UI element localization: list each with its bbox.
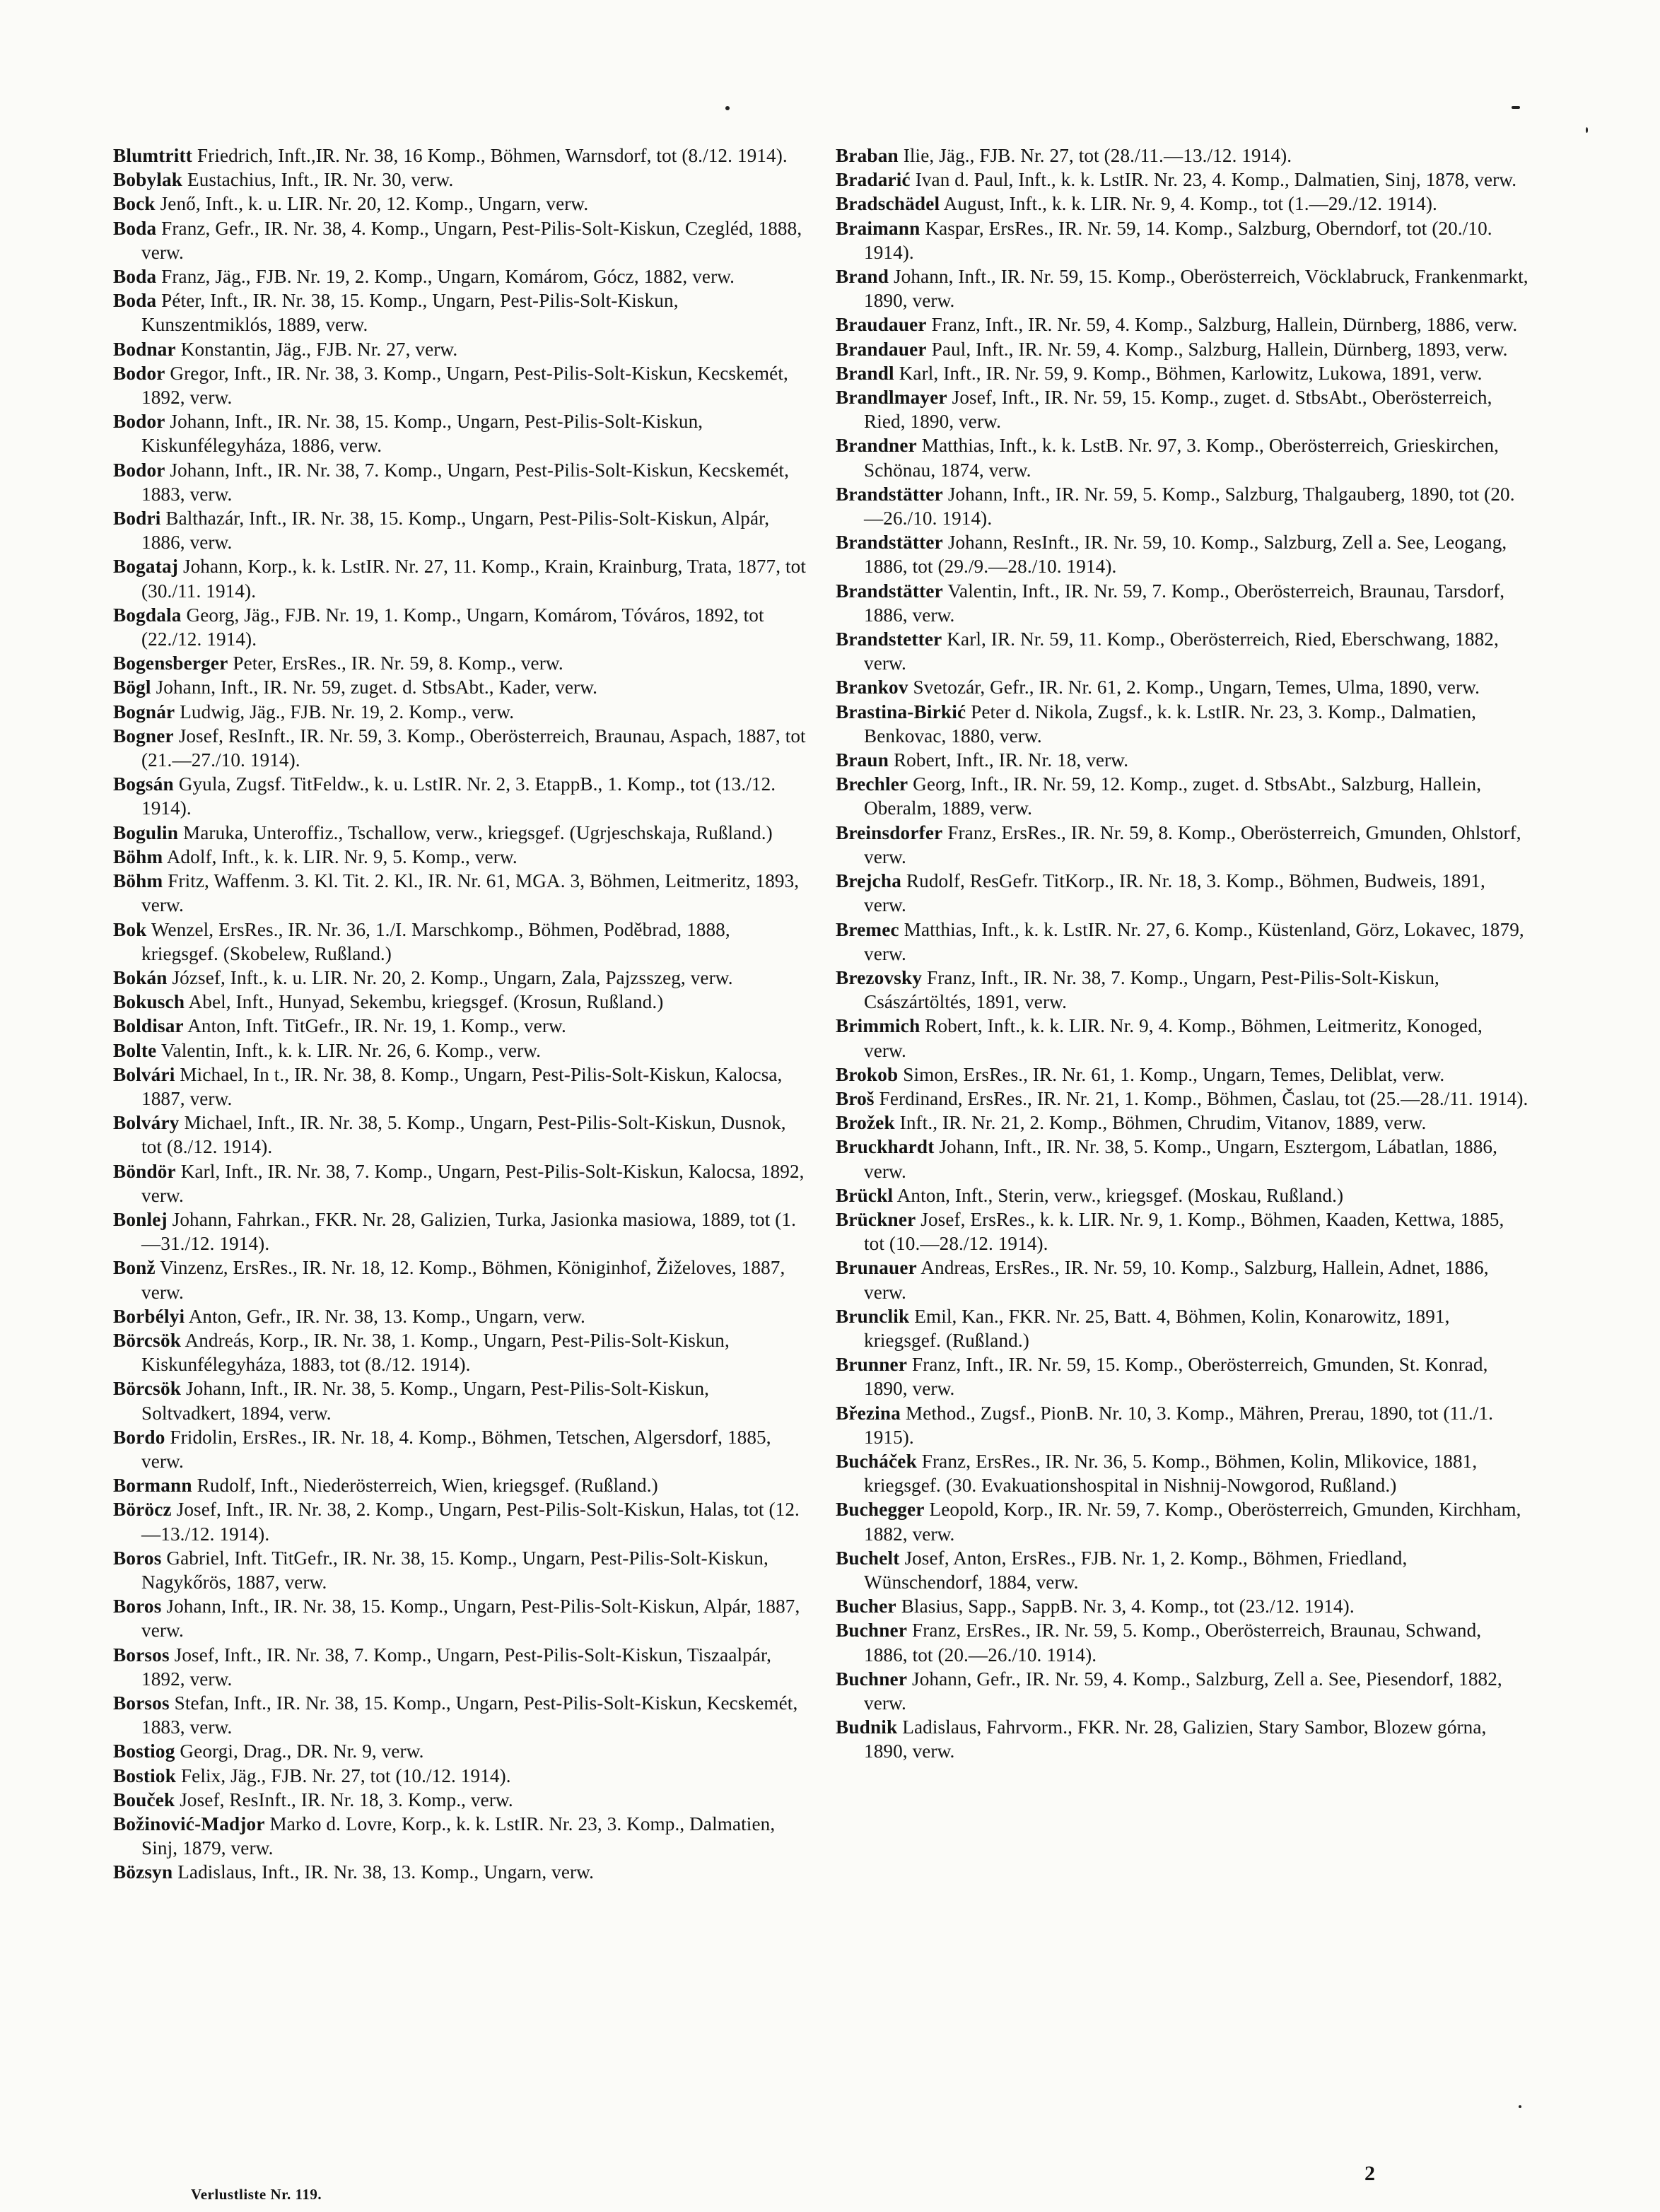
list-entry	[836, 627, 1529, 675]
entry-details: Jenő, Inft., k. u. LIR. Nr. 20, 12. Komp., Ungarn, verw.	[160, 193, 589, 215]
list-entry	[113, 458, 806, 506]
entry-details: Svetozár, Gefr., IR. Nr. 61, 2. Komp., Ungarn, Temes, Ulma, 1890, verw.	[913, 677, 1480, 698]
entry-details: Rudolf, Inft., Niederösterreich, Wien, kriegsgef. (Rußland.)	[197, 1475, 658, 1497]
entry-surname: Brückl	[836, 1184, 894, 1206]
entry-surname: Braun	[836, 749, 889, 771]
entry-surname: Bodnar	[113, 338, 176, 360]
entry-details: Wenzel, ErsRes., IR. Nr. 36, 1./I. Marschkomp., Böhmen, Poděbrad, 1888, kriegsgef. (Skobelew, Rußland.)	[141, 918, 730, 964]
list-entry	[836, 1087, 1529, 1111]
entry-details: Michael, In t., IR. Nr. 38, 8. Komp., Ungarn, Pest-Pilis-Solt-Kiskun, Kalocsa, 1887, verw.	[141, 1063, 783, 1109]
entry-surname: Braban	[836, 145, 899, 166]
list-entry	[836, 1304, 1529, 1352]
list-entry	[113, 1764, 806, 1788]
entry-surname: Bormann	[113, 1475, 192, 1497]
entry-details: Johann, Inft., IR. Nr. 59, 15. Komp., Oberösterreich, Vöcklabruck, Frankenmarkt, 1890, verw.	[864, 266, 1529, 312]
entry-surname: Borsos	[113, 1692, 170, 1714]
list-entry	[836, 216, 1529, 264]
entry-details: Josef, Inft., IR. Nr. 38, 2. Komp., Ungarn, Pest-Pilis-Solt-Kiskun, Halas, tot (12.—13./12. 1914).	[141, 1499, 800, 1545]
entry-surname: Buchner	[836, 1668, 908, 1690]
list-entry	[113, 1473, 806, 1497]
list-entry	[836, 918, 1529, 966]
list-entry	[836, 312, 1529, 337]
list-entry	[113, 192, 806, 216]
entry-details: Franz, ErsRes., IR. Nr. 59, 8. Komp., Oberösterreich, Gmunden, Ohlstorf, verw.	[864, 821, 1521, 867]
entry-details: Franz, ErsRes., IR. Nr. 36, 5. Komp., Böhmen, Kolin, Mlikovice, 1881, kriegsgef. (30. Evakuationshospital in Nishnij-Nowgorod, Rußland.)	[864, 1450, 1478, 1497]
entry-surname: Brimmich	[836, 1015, 920, 1037]
entry-surname: Böndör	[113, 1160, 176, 1182]
entry-details: Gregor, Inft., IR. Nr. 38, 3. Komp., Ungarn, Pest-Pilis-Solt-Kiskun, Kecskemét, 1892, verw.	[141, 362, 788, 409]
list-entry	[836, 385, 1529, 433]
list-entry	[113, 1376, 806, 1424]
entry-details: Johann, Fahrkan., FKR. Nr. 28, Galizien, Turka, Jasionka masiowa, 1889, tot (1.—31./12. 1914).	[141, 1208, 796, 1255]
entry-surname: Bostiok	[113, 1765, 177, 1786]
entry-details: Ivan d. Paul, Inft., k. k. LstIR. Nr. 23, 4. Komp., Dalmatien, Sinj, 1878, verw.	[915, 169, 1517, 191]
entry-surname: Brunclik	[836, 1305, 910, 1327]
list-entry	[113, 1207, 806, 1256]
entry-details: Peter, ErsRes., IR. Nr. 59, 8. Komp., verw.	[233, 653, 563, 674]
list-entry	[113, 264, 806, 288]
entry-details: Blasius, Sapp., SappB. Nr. 3, 4. Komp., tot (23./12. 1914).	[901, 1596, 1355, 1617]
entry-surname: Bogensberger	[113, 653, 228, 674]
entry-details: Gabriel, Inft. TitGefr., IR. Nr. 38, 15. Komp., Ungarn, Pest-Pilis-Solt-Kiskun, Nagykőrös, 1887, verw.	[141, 1547, 768, 1593]
entry-surname: Brožek	[836, 1112, 895, 1134]
entry-details: Anton, Inft., Sterin, verw., kriegsgef. (Moskau, Rußland.)	[896, 1184, 1344, 1206]
entry-details: Ilie, Jäg., FJB. Nr. 27, tot (28./11.—13./12. 1914).	[903, 145, 1292, 166]
list-entry	[113, 168, 806, 192]
entry-surname: Bonlej	[113, 1208, 168, 1230]
list-entry	[113, 1812, 806, 1860]
entry-details: Method., Zugsf., PionB. Nr. 10, 3. Komp., Mähren, Prerau, 1890, tot (11./1. 1915).	[864, 1402, 1494, 1448]
list-entry	[836, 530, 1529, 578]
list-entry	[113, 1739, 806, 1763]
list-entry	[113, 1038, 806, 1063]
entry-surname: Božinović-Madjor	[113, 1813, 265, 1835]
list-entry	[113, 1063, 806, 1111]
entry-surname: Brandstetter	[836, 628, 942, 650]
list-entry	[836, 700, 1529, 748]
list-entry	[113, 1328, 806, 1376]
list-entry	[113, 506, 806, 554]
list-entry	[836, 966, 1529, 1014]
list-entry	[836, 1135, 1529, 1183]
list-entry	[113, 361, 806, 409]
list-entry	[836, 772, 1529, 820]
entry-details: Kaspar, ErsRes., IR. Nr. 59, 14. Komp., Salzburg, Oberndorf, tot (20./10. 1914).	[864, 217, 1492, 263]
entry-details: Franz, Jäg., FJB. Nr. 19, 2. Komp., Ungarn, Komárom, Gócz, 1882, verw.	[161, 266, 735, 288]
entry-details: Franz, Inft., IR. Nr. 38, 7. Komp., Ungarn, Pest-Pilis-Solt-Kiskun, Császártöltés, 1891, verw.	[864, 966, 1439, 1013]
entry-details: Matthias, Inft., k. k. LstB. Nr. 97, 3. Komp., Oberösterreich, Grieskirchen, Schönau, 1874, verw.	[864, 435, 1500, 481]
entry-surname: Bözsyn	[113, 1861, 173, 1883]
entry-surname: Buchegger	[836, 1499, 925, 1521]
entry-details: Michael, Inft., IR. Nr. 38, 5. Komp., Ungarn, Pest-Pilis-Solt-Kiskun, Dusnok, tot (8./12. 1914).	[141, 1112, 786, 1158]
entry-surname: Bremec	[836, 918, 899, 940]
entry-surname: Bodor	[113, 362, 165, 384]
entry-surname: Bobylak	[113, 169, 183, 191]
list-entry	[836, 1594, 1529, 1618]
list-entry	[113, 288, 806, 337]
footer-list-number: Verlustliste Nr. 119.	[191, 2186, 322, 2203]
entry-surname: Brechler	[836, 773, 908, 795]
list-entry	[113, 1014, 806, 1038]
list-entry	[113, 1111, 806, 1159]
list-entry	[836, 1497, 1529, 1545]
list-entry	[836, 168, 1529, 192]
entry-details: Eustachius, Inft., IR. Nr. 30, verw.	[187, 169, 454, 191]
entry-surname: Bodri	[113, 508, 161, 529]
list-entry	[113, 1643, 806, 1691]
entry-details: August, Inft., k. k. LIR. Nr. 9, 4. Komp., tot (1.—29./12. 1914).	[943, 193, 1437, 215]
entry-surname: Brandstätter	[836, 580, 943, 602]
entry-details: Ladislaus, Fahrvorm., FKR. Nr. 28, Galizien, Stary Sambor, Blozew górna, 1890, verw.	[864, 1716, 1487, 1762]
list-entry	[836, 1014, 1529, 1062]
entry-surname: Boros	[113, 1596, 162, 1617]
entry-details: Johann, Inft., IR. Nr. 38, 7. Komp., Ungarn, Pest-Pilis-Solt-Kiskun, Kecskemét, 1883, verw.	[141, 459, 789, 505]
entry-surname: Bokusch	[113, 991, 185, 1013]
entry-surname: Brandner	[836, 435, 917, 457]
entry-surname: Bognár	[113, 701, 175, 722]
ink-speck	[1512, 106, 1520, 109]
list-entry	[113, 1788, 806, 1812]
list-entry	[113, 1159, 806, 1207]
list-entry	[836, 433, 1529, 481]
entry-details: Abel, Inft., Hunyad, Sekembu, kriegsgef. (Krosun, Rußland.)	[188, 991, 664, 1013]
entry-details: Johann, Gefr., IR. Nr. 59, 4. Komp., Salzburg, Zell a. See, Piesendorf, 1882, verw.	[864, 1668, 1502, 1714]
list-entry	[836, 1111, 1529, 1135]
entry-details: Johann, Inft., IR. Nr. 38, 5. Komp., Ungarn, Esztergom, Lábatlan, 1886, verw.	[864, 1136, 1497, 1182]
entry-surname: Bouček	[113, 1789, 175, 1810]
list-entry	[836, 361, 1529, 385]
entry-details: Simon, ErsRes., IR. Nr. 61, 1. Komp., Ungarn, Temes, Deliblat, verw.	[903, 1063, 1445, 1085]
list-entry	[836, 1401, 1529, 1449]
entry-surname: Brastina-Birkić	[836, 701, 966, 722]
list-entry	[836, 1667, 1529, 1715]
list-entry	[113, 1256, 806, 1304]
list-entry	[113, 554, 806, 602]
entry-details: Rudolf, ResGefr. TitKorp., IR. Nr. 18, 3. Komp., Böhmen, Budweis, 1891, verw.	[864, 870, 1485, 916]
entry-surname: Bogulin	[113, 821, 179, 843]
entry-surname: Brezovsky	[836, 966, 923, 988]
entry-surname: Březina	[836, 1402, 901, 1424]
entry-surname: Blumtritt	[113, 145, 193, 166]
entry-surname: Borbélyi	[113, 1305, 185, 1327]
list-entry	[113, 821, 806, 845]
list-entry	[113, 216, 806, 264]
entry-surname: Bogsán	[113, 773, 174, 795]
entry-surname: Brandauer	[836, 338, 927, 360]
list-entry	[113, 918, 806, 966]
entry-surname: Brandl	[836, 362, 894, 384]
left-column	[113, 144, 806, 1885]
list-entry	[113, 409, 806, 457]
list-entry	[836, 748, 1529, 772]
entry-surname: Bolváry	[113, 1112, 180, 1134]
list-entry	[113, 869, 806, 917]
ink-speck	[725, 106, 730, 110]
entry-surname: Bucher	[836, 1596, 896, 1617]
list-entry	[113, 1425, 806, 1473]
entry-surname: Boda	[113, 290, 157, 312]
entry-surname: Böhm	[113, 845, 163, 867]
entry-surname: Budnik	[836, 1716, 898, 1738]
entry-surname: Brunauer	[836, 1257, 917, 1279]
entry-surname: Buchelt	[836, 1547, 900, 1569]
list-entry	[836, 1063, 1529, 1087]
list-entry	[836, 264, 1529, 312]
entry-details: Robert, Inft., IR. Nr. 18, verw.	[893, 749, 1129, 771]
list-entry	[836, 144, 1529, 168]
entry-surname: Borsos	[113, 1644, 170, 1666]
entry-details: Balthazár, Inft., IR. Nr. 38, 15. Komp., Ungarn, Pest-Pilis-Solt-Kiskun, Alpár, 1886, verw.	[141, 508, 770, 554]
entry-details: Johann, ResInft., IR. Nr. 59, 10. Komp., Salzburg, Zell a. See, Leogang, 1886, tot (29./9.—28./10. 1914).	[864, 532, 1507, 578]
entry-details: Johann, Inft., IR. Nr. 38, 15. Komp., Ungarn, Pest-Pilis-Solt-Kiskun, Alpár, 1887, verw.	[141, 1596, 800, 1642]
entry-surname: Bogner	[113, 725, 174, 747]
entry-details: Josef, ResInft., IR. Nr. 59, 3. Komp., Oberösterreich, Braunau, Aspach, 1887, tot (21.—27./10. 1914).	[141, 725, 806, 771]
entry-details: Anton, Inft. TitGefr., IR. Nr. 19, 1. Komp., verw.	[187, 1015, 566, 1037]
entry-surname: Börcsök	[113, 1378, 182, 1400]
entry-details: Franz, Inft., IR. Nr. 59, 15. Komp., Oberösterreich, Gmunden, St. Konrad, 1890, verw.	[864, 1354, 1488, 1400]
entry-details: Paul, Inft., IR. Nr. 59, 4. Komp., Salzburg, Hallein, Dürnberg, 1893, verw.	[931, 338, 1508, 360]
list-entry	[113, 700, 806, 724]
entry-details: Josef, Inft., IR. Nr. 59, 15. Komp., zuget. d. StbsAbt., Oberösterreich, Ried, 1890, verw.	[864, 387, 1492, 433]
entry-details: Johann, Inft., IR. Nr. 38, 5. Komp., Ungarn, Pest-Pilis-Solt-Kiskun, Soltvadkert, 1894, verw.	[141, 1378, 710, 1424]
entry-details: Franz, ErsRes., IR. Nr. 59, 5. Komp., Oberösterreich, Braunau, Schwand, 1886, tot (20.—26./10. 1914).	[864, 1620, 1482, 1666]
entry-surname: Bucháček	[836, 1450, 917, 1472]
entry-details: Andreas, ErsRes., IR. Nr. 59, 10. Komp., Salzburg, Hallein, Adnet, 1886, verw.	[864, 1257, 1489, 1303]
list-entry	[836, 337, 1529, 361]
entry-details: Johann, Korp., k. k. LstIR. Nr. 27, 11. Komp., Krain, Krainburg, Trata, 1877, tot (30./11. 1914).	[141, 556, 807, 602]
entry-details: Gyula, Zugsf. TitFeldw., k. u. LstIR. Nr. 2, 3. EtappB., 1. Komp., tot (13./12. 1914).	[141, 773, 776, 819]
entry-surname: Braudauer	[836, 314, 927, 336]
list-entry	[113, 1594, 806, 1642]
entry-surname: Bradarić	[836, 169, 911, 191]
ink-speck	[1586, 127, 1588, 133]
entry-details: Karl, IR. Nr. 59, 11. Komp., Oberösterreich, Ried, Eberschwang, 1882, verw.	[864, 628, 1499, 674]
entry-surname: Bodor	[113, 459, 165, 481]
entry-surname: Bostiog	[113, 1740, 175, 1762]
entry-details: Anton, Gefr., IR. Nr. 38, 13. Komp., Ungarn, verw.	[188, 1305, 585, 1327]
entry-surname: Bodor	[113, 411, 165, 433]
entry-details: Franz, Inft., IR. Nr. 59, 4. Komp., Salzburg, Hallein, Dürnberg, 1886, verw.	[931, 314, 1518, 336]
entry-details: Ludwig, Jäg., FJB. Nr. 19, 2. Komp., verw.	[180, 701, 515, 722]
list-entry	[113, 845, 806, 869]
list-entry	[113, 772, 806, 820]
entry-surname: Bogataj	[113, 556, 179, 578]
entry-surname: Bradschädel	[836, 193, 940, 215]
entry-surname: Brokob	[836, 1063, 899, 1085]
entry-surname: Buchner	[836, 1620, 908, 1642]
entry-details: Konstantin, Jäg., FJB. Nr. 27, verw.	[180, 338, 458, 360]
list-entry	[836, 675, 1529, 699]
entry-details: Emil, Kan., FKR. Nr. 25, Batt. 4, Böhmen, Kolin, Konarowitz, 1891, kriegsgef. (Rußland.)	[864, 1305, 1450, 1351]
list-entry	[836, 821, 1529, 869]
entry-details: Adolf, Inft., k. k. LIR. Nr. 9, 5. Komp., verw.	[166, 845, 518, 867]
list-entry	[836, 482, 1529, 530]
entry-details: József, Inft., k. u. LIR. Nr. 20, 2. Komp., Ungarn, Zala, Pajzsszeg, verw.	[172, 966, 733, 988]
entry-details: Josef, ResInft., IR. Nr. 18, 3. Komp., verw.	[180, 1789, 513, 1810]
entry-details: Georg, Inft., IR. Nr. 59, 12. Komp., zuget. d. StbsAbt., Salzburg, Hallein, Oberalm, 1889, verw.	[864, 773, 1482, 819]
list-entry	[113, 1546, 806, 1594]
entry-details: Karl, Inft., IR. Nr. 38, 7. Komp., Ungarn, Pest-Pilis-Solt-Kiskun, Kalocsa, 1892, verw.	[141, 1160, 805, 1206]
entry-details: Johann, Inft., IR. Nr. 59, zuget. d. StbsAbt., Kader, verw.	[156, 677, 598, 698]
entry-details: Friedrich, Inft.,IR. Nr. 38, 16 Komp., Böhmen, Warnsdorf, tot (8./12. 1914).	[197, 145, 788, 166]
entry-details: Ferdinand, ErsRes., IR. Nr. 21, 1. Komp., Böhmen, Časlau, tot (25.—28./11. 1914).	[879, 1087, 1529, 1109]
entry-surname: Boda	[113, 266, 157, 288]
entry-surname: Bruckhardt	[836, 1136, 935, 1158]
entry-surname: Boros	[113, 1547, 162, 1569]
list-entry	[113, 144, 806, 168]
entry-details: Vinzenz, ErsRes., IR. Nr. 18, 12. Komp., Böhmen, Königinhof, Žiželoves, 1887, verw.	[141, 1257, 785, 1303]
entry-details: Maruka, Unteroffiz., Tschallow, verw., kriegsgef. (Ugrjeschskaja, Rußland.)	[182, 821, 773, 843]
list-entry	[113, 1691, 806, 1739]
entry-details: Péter, Inft., IR. Nr. 38, 15. Komp., Ungarn, Pest-Pilis-Solt-Kiskun, Kunszentmiklós, 1889, verw.	[141, 290, 679, 336]
list-entry	[113, 603, 806, 651]
list-entry	[836, 1183, 1529, 1207]
ink-speck	[1519, 2105, 1521, 2108]
list-entry	[113, 966, 806, 990]
list-entry	[836, 1256, 1529, 1304]
entry-surname: Brückner	[836, 1208, 916, 1230]
entry-details: Georg, Jäg., FJB. Nr. 19, 1. Komp., Ungarn, Komárom, Tóváros, 1892, tot (22./12. 1914).	[141, 604, 764, 650]
entry-details: Valentin, Inft., IR. Nr. 59, 7. Komp., Oberösterreich, Braunau, Tarsdorf, 1886, verw.	[864, 580, 1505, 626]
list-entry	[836, 869, 1529, 917]
entry-surname: Böhm	[113, 870, 163, 892]
page-number: 2	[1364, 2162, 1375, 2185]
entry-details: Leopold, Korp., IR. Nr. 59, 7. Komp., Oberösterreich, Gmunden, Kirchham, 1882, verw.	[864, 1499, 1521, 1545]
entry-details: Johann, Inft., IR. Nr. 38, 15. Komp., Ungarn, Pest-Pilis-Solt-Kiskun, Kiskunfélegyháza, 1886, verw.	[141, 411, 703, 457]
entry-details: Inft., IR. Nr. 21, 2. Komp., Böhmen, Chrudim, Vitanov, 1889, verw.	[899, 1112, 1427, 1134]
entry-details: Fridolin, ErsRes., IR. Nr. 18, 4. Komp., Böhmen, Tetschen, Algersdorf, 1885, verw.	[141, 1426, 771, 1472]
entry-surname: Bolte	[113, 1039, 157, 1061]
entry-details: Franz, Gefr., IR. Nr. 38, 4. Komp., Ungarn, Pest-Pilis-Solt-Kiskun, Czegléd, 1888, verw.	[141, 217, 802, 263]
list-entry	[113, 1304, 806, 1328]
list-entry	[836, 1352, 1529, 1400]
entry-surname: Bokán	[113, 966, 168, 988]
list-entry	[113, 990, 806, 1014]
entry-details: Josef, Anton, ErsRes., FJB. Nr. 1, 2. Komp., Böhmen, Friedland, Wünschendorf, 1884, verw.	[864, 1547, 1408, 1593]
entry-details: Ladislaus, Inft., IR. Nr. 38, 13. Komp., Ungarn, verw.	[177, 1861, 595, 1883]
entry-surname: Brankov	[836, 677, 908, 698]
entry-details: Robert, Inft., k. k. LIR. Nr. 9, 4. Komp., Böhmen, Leitmeritz, Konoged, verw.	[864, 1015, 1483, 1061]
entry-surname: Braimann	[836, 217, 920, 239]
list-entry	[836, 1207, 1529, 1256]
list-entry	[836, 1546, 1529, 1594]
entry-details: Johann, Inft., IR. Nr. 59, 5. Komp., Salzburg, Thalgauberg, 1890, tot (20.—26./10. 1914).	[864, 483, 1515, 529]
entry-details: Stefan, Inft., IR. Nr. 38, 15. Komp., Ungarn, Pest-Pilis-Solt-Kiskun, Kecskemét, 1883, verw.	[141, 1692, 798, 1738]
entry-surname: Bok	[113, 918, 147, 940]
entry-surname: Börcsök	[113, 1329, 182, 1351]
entry-details: Karl, Inft., IR. Nr. 59, 9. Komp., Böhmen, Karlowitz, Lukowa, 1891, verw.	[899, 362, 1483, 384]
right-column	[836, 144, 1529, 1764]
entry-details: Georgi, Drag., DR. Nr. 9, verw.	[180, 1740, 424, 1762]
entry-surname: Brejcha	[836, 870, 902, 892]
entry-surname: Bolvári	[113, 1063, 175, 1085]
list-entry	[836, 192, 1529, 216]
list-entry	[836, 1715, 1529, 1763]
entry-surname: Brunner	[836, 1354, 908, 1376]
entry-surname: Bögl	[113, 677, 151, 698]
entry-details: Marko d. Lovre, Korp., k. k. LstIR. Nr. 23, 3. Komp., Dalmatien, Sinj, 1879, verw.	[141, 1813, 776, 1859]
list-entry	[113, 675, 806, 699]
list-entry	[113, 651, 806, 675]
entry-surname: Breinsdorfer	[836, 821, 943, 843]
entry-surname: Bogdala	[113, 604, 182, 626]
entry-details: Josef, Inft., IR. Nr. 38, 7. Komp., Ungarn, Pest-Pilis-Solt-Kiskun, Tiszaalpár, 1892, verw.	[141, 1644, 771, 1690]
list-entry	[836, 579, 1529, 627]
list-entry	[113, 1497, 806, 1545]
entry-surname: Brandstätter	[836, 483, 943, 505]
list-entry	[113, 1860, 806, 1884]
list-entry	[836, 1618, 1529, 1666]
entry-surname: Böröcz	[113, 1499, 172, 1521]
list-entry	[836, 1449, 1529, 1497]
entry-details: Felix, Jäg., FJB. Nr. 27, tot (10./12. 1914).	[180, 1765, 511, 1786]
entry-surname: Brandlmayer	[836, 387, 947, 409]
entry-details: Josef, ErsRes., k. k. LIR. Nr. 9, 1. Komp., Böhmen, Kaaden, Kettwa, 1885, tot (10.—28./12. 1914).	[864, 1208, 1504, 1255]
entry-surname: Broš	[836, 1087, 875, 1109]
entry-details: Andreás, Korp., IR. Nr. 38, 1. Komp., Ungarn, Pest-Pilis-Solt-Kiskun, Kiskunfélegyháza, 1883, tot (8./12. 1914).	[141, 1329, 730, 1376]
entry-surname: Bonž	[113, 1257, 156, 1279]
list-entry	[113, 337, 806, 361]
entry-surname: Bock	[113, 193, 156, 215]
entry-details: Matthias, Inft., k. k. LstIR. Nr. 27, 6. Komp., Küstenland, Görz, Lokavec, 1879, verw.	[864, 918, 1524, 964]
entry-surname: Bordo	[113, 1426, 165, 1448]
entry-details: Peter d. Nikola, Zugsf., k. k. LstIR. Nr. 23, 3. Komp., Dalmatien, Benkovac, 1880, verw.	[864, 701, 1477, 747]
entry-surname: Brandstätter	[836, 532, 943, 554]
entry-surname: Boldisar	[113, 1015, 184, 1037]
entry-details: Valentin, Inft., k. k. LIR. Nr. 26, 6. Komp., verw.	[160, 1039, 542, 1061]
entry-surname: Brand	[836, 266, 889, 288]
entry-details: Fritz, Waffenm. 3. Kl. Tit. 2. Kl., IR. Nr. 61, MGA. 3, Böhmen, Leitmeritz, 1893, verw.	[141, 870, 800, 916]
list-entry	[113, 724, 806, 772]
entry-surname: Boda	[113, 217, 157, 239]
